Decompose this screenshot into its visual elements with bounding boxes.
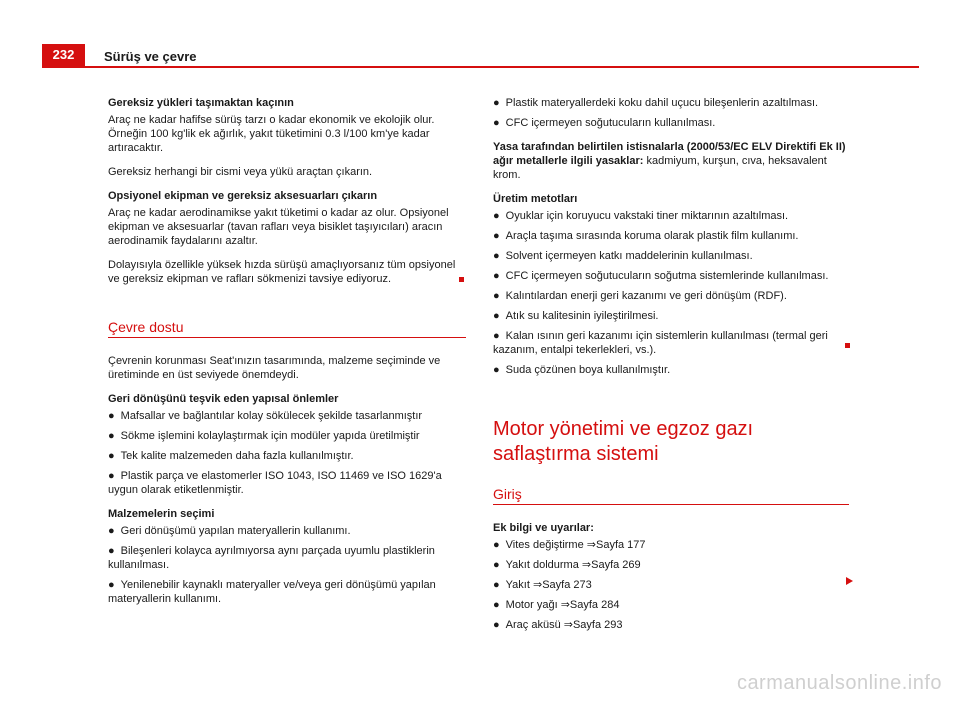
bullet-icon: ● xyxy=(493,559,500,571)
section-title-giris: Giriş xyxy=(493,487,849,505)
right-column xyxy=(493,96,849,638)
bullet-icon: ● xyxy=(108,470,115,482)
reference-item[interactable]: ● Yakıt ⇒Sayfa 273 xyxy=(493,579,592,591)
bullet-icon: ● xyxy=(493,270,500,282)
list-item: ● Suda çözünen boya kullanılmıştır. xyxy=(493,364,671,376)
list-item: ● Solvent içermeyen katkı maddelerinin kullanılması. xyxy=(493,250,753,262)
list-item: ● Oyuklar için koruyucu vakstaki tiner miktarının azaltılması. xyxy=(493,210,789,222)
page-reference-link[interactable]: Sayfa 273 xyxy=(542,579,592,591)
bullet-icon: ● xyxy=(108,450,115,462)
bullet-list xyxy=(108,409,466,497)
bullet-icon: ● xyxy=(493,97,500,109)
reference-item[interactable]: ● Motor yağı ⇒Sayfa 284 xyxy=(493,599,620,611)
bullet-icon: ● xyxy=(108,410,115,422)
end-of-section-square-icon xyxy=(845,343,850,348)
list-item: ● Tek kalite malzemeden daha fazla kullanılmıştır. xyxy=(108,450,354,462)
page-title: Sürüş ve çevre xyxy=(104,49,197,64)
list-item: ● Bileşenleri kolayca ayrılmıyorsa aynı parçada uyumlu plastiklerin kullanılması. xyxy=(108,545,435,571)
heading-geri-donusum: Geri dönüşünü teşvik eden yapısal önlemler xyxy=(108,393,339,405)
section-title-cevre-dostu: Çevre dostu xyxy=(108,320,466,338)
list-item: ● Sökme işlemini kolaylaştırmak için modüler yapıda üretilmiştir xyxy=(108,430,420,442)
bullet-icon: ● xyxy=(108,579,115,591)
watermark: carmanualsonline.info xyxy=(736,672,942,694)
list-item: ● Kalan ısının geri kazanımı için sistemlerin kullanılması (termal geri kazanım, entalpi tekerlekleri, vs.). xyxy=(493,330,828,356)
bullet-icon: ● xyxy=(493,330,500,342)
paragraph: Araç ne kadar aerodinamikse yakıt tüketimi o kadar az olur. Opsiyonel ekipman ve aksesuarlar (tavan rafları veya bisiklet taşıyıcıları) aracın aerodinamik faydalarını azaltır. xyxy=(108,207,449,247)
list-item: ● Kalıntılardan enerji geri kazanımı ve geri dönüşüm (RDF). xyxy=(493,290,787,302)
bullet-icon: ● xyxy=(493,539,500,551)
bullet-icon: ● xyxy=(493,117,500,129)
header-rule xyxy=(42,66,919,68)
list-item: ● CFC içermeyen soğutucuların kullanılması. xyxy=(493,117,716,129)
bullet-icon: ● xyxy=(108,545,115,557)
paragraph-heavy-metals: Yasa tarafından belirtilen istisnalarla (2000/53/EC ELV Direktifi Ek II) ağır metallerle ilgili yasaklar: kadmiyum, kurşun, cıva, heksavalent krom. xyxy=(493,141,846,181)
chapter-title: Motor yönetimi ve egzoz gazı saflaştırma sistemi xyxy=(493,418,754,465)
page-reference-link[interactable]: Sayfa 177 xyxy=(596,539,646,551)
list-item: ● Plastik materyallerdeki koku dahil uçucu bileşenlerin azaltılması. xyxy=(493,97,819,109)
reference-item[interactable]: ● Araç aküsü ⇒Sayfa 293 xyxy=(493,619,623,631)
reference-list xyxy=(493,538,849,632)
paragraph: Araç ne kadar hafifse sürüş tarzı o kadar ekonomik ve ekolojik olur. Örneğin 100 kg'lik ek ağırlık, yakıt tüketimini 0.3 l/100 km'ye kadar artıracaktır. xyxy=(108,114,435,154)
left-column xyxy=(108,96,466,612)
arrow-icon: ⇒ xyxy=(532,579,543,591)
bullet-icon: ● xyxy=(493,310,500,322)
list-item: ● Geri dönüşümü yapılan materyallerin kullanımı. xyxy=(108,525,351,537)
bullet-icon: ● xyxy=(493,290,500,302)
list-item: ● Yenilenebilir kaynaklı materyaller ve/veya geri dönüşümü yapılan materyallerin kullanımı. xyxy=(108,579,436,605)
list-item: ● CFC içermeyen soğutucuların soğutma sistemlerinde kullanılması. xyxy=(493,270,829,282)
paragraph: Çevrenin korunması Seat'ınızın tasarımında, malzeme seçiminde ve üretiminde en üst seviyede önemdeydi. xyxy=(108,355,441,381)
list-item: ● Mafsallar ve bağlantılar kolay sökülecek şekilde tasarlanmıştır xyxy=(108,410,423,422)
end-of-section-square-icon xyxy=(459,277,464,282)
paragraph: Dolayısıyla özellikle yüksek hızda sürüşü amaçlıyorsanız tüm opsiyonel ve gereksiz ekipman ve rafları sökmenizi tavsiye ediyoruz. xyxy=(108,259,456,285)
bullet-icon: ● xyxy=(493,579,500,591)
heading-gereksiz-yuk: Gereksiz yükleri taşımaktan kaçının xyxy=(108,97,294,109)
bullet-icon: ● xyxy=(493,619,500,631)
arrow-icon: ⇒ xyxy=(563,619,573,631)
page-reference-link[interactable]: Sayfa 269 xyxy=(591,559,641,571)
arrow-icon: ⇒ xyxy=(586,539,596,551)
heading-uretim-metotlari: Üretim metotları xyxy=(493,193,578,205)
arrow-icon: ⇒ xyxy=(581,559,592,571)
bullet-icon: ● xyxy=(493,599,500,611)
bullet-icon: ● xyxy=(493,230,500,242)
reference-item[interactable]: ● Vites değiştirme ⇒Sayfa 177 xyxy=(493,539,646,551)
list-item: ● Araçla taşıma sırasında koruma olarak plastik film kullanımı. xyxy=(493,230,799,242)
bullet-list xyxy=(493,209,849,377)
bullet-icon: ● xyxy=(108,525,115,537)
bullet-icon: ● xyxy=(493,250,500,262)
bullet-icon: ● xyxy=(493,210,500,222)
bullet-icon: ● xyxy=(493,364,500,376)
heading-malzeme-secimi: Malzemelerin seçimi xyxy=(108,508,215,520)
page-number: 232 xyxy=(42,44,85,66)
bullet-icon: ● xyxy=(108,430,115,442)
list-item: ● Atık su kalitesinin iyileştirilmesi. xyxy=(493,310,659,322)
heading-opsiyonel-ekipman: Opsiyonel ekipman ve gereksiz aksesuarları çıkarın xyxy=(108,190,378,202)
arrow-icon: ⇒ xyxy=(560,599,570,611)
page-reference-link[interactable]: Sayfa 284 xyxy=(569,599,620,611)
heading-ek-bilgi: Ek bilgi ve uyarılar: xyxy=(493,522,594,534)
page-reference-link[interactable]: Sayfa 293 xyxy=(572,619,623,631)
list-item: ● Plastik parça ve elastomerler ISO 1043, ISO 11469 ve ISO 1629'a uygun olarak etiketlenmiştir. xyxy=(108,470,442,496)
bullet-list xyxy=(108,524,466,606)
paragraph: Gereksiz herhangi bir cismi veya yükü araçtan çıkarın. xyxy=(108,166,373,178)
reference-item[interactable]: ● Yakıt doldurma ⇒Sayfa 269 xyxy=(493,559,641,571)
continue-arrow-icon xyxy=(846,577,853,585)
